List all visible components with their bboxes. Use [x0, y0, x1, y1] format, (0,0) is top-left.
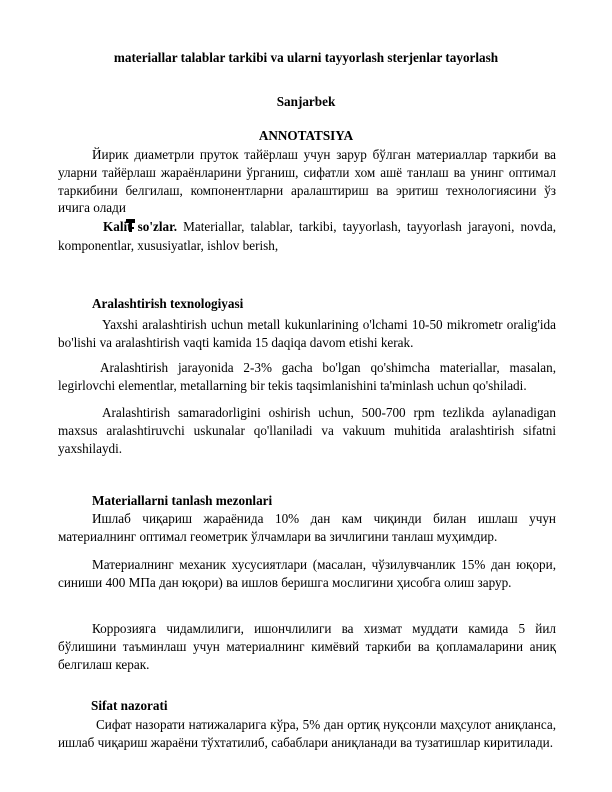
keywords-label: Kalit so'zlar. — [103, 219, 178, 234]
selection-paragraph-2: Материалнинг механик хусусиятлари (масалан, чўзилувчанлик 15% дан юқори, синиши 400 МПа дан юқори) ва ишлов беришга мослигини ҳисобга олиш зарур. — [58, 557, 556, 590]
annotation-text: Йирик диаметрли пруток тайёрлаш учун зарур бўлган материаллар таркиби ва уларни тайёрлаш жараёнларини ўрганиш, сифатли хом ашё танлаш ва унинг оптимал таркибини белгилаш, компонентларни аралаштириш ва эритиш технологиясини ўз ичига олади — [58, 147, 556, 216]
section-heading-selection: Materiallarni tanlash mezonlari — [92, 493, 273, 508]
author-name: Sanjarbek — [276, 94, 336, 109]
quality-paragraph-1: Сифат назорати натижаларига кўра, 5% дан ортиқ нуқсонли маҳсулот аниқланса, ишлаб чиқариш жараёни тўхтатилиб, сабаблари аниқланади ва тузатишлар киритилади. — [58, 717, 556, 750]
annotation-heading: ANNOTATSIYA — [258, 128, 354, 143]
mixing-paragraph-3: Aralashtirish samaradorligini oshirish uchun, 500-700 rpm tezlikda aylanadigan maxsus aralashtiruvchi uskunalar qo'llaniladi va vakuum muhitida aralashtirish sifatni yaxshilaydi. — [58, 405, 556, 456]
key-icon — [92, 219, 101, 237]
section-heading-quality: Sifat nazorati — [91, 698, 168, 713]
keywords-text: Materiallar, talablar, tarkibi, tayyorlash, tayyorlash jarayoni, novda, komponentlar, xususiyatlar, ishlov berish, — [58, 219, 556, 253]
section-heading-mixing: Aralashtirish texnologiyasi — [92, 296, 244, 311]
document-title: materiallar talablar tarkibi va ularni tayyorlash sterjenlar tayorlash — [113, 50, 499, 65]
selection-paragraph-3: Коррозияга чидамлилиги, ишончлилиги ва хизмат муддати камида 5 йил бўлишини таъминлаш учун материалнинг кимёвий таркиби ва қопламаларини аниқ белгилаш керак. — [58, 621, 556, 672]
selection-paragraph-1: Ишлаб чиқариш жараёнида 10% дан кам чиқинди билан ишлаш учун материалнинг оптимал геометрик ўлчамлари ва зичлигини танлаш муҳимдир. — [58, 511, 556, 544]
keywords-paragraph — [58, 218, 556, 255]
mixing-paragraph-1: Yaxshi aralashtirish uchun metall kukunlarining o'lchami 10-50 mikrometr oralig'ida bo'lishi va aralashtirish vaqti kamida 15 daqiqa davom etishi kerak. — [58, 317, 556, 350]
mixing-paragraph-2: Aralashtirish jarayonida 2-3% gacha bo'lgan qo'shimcha materiallar, masalan, legirlovchi elementlar, metallarning bir tekis taqsimlanishini ta'minlash uchun qo'shiladi. — [58, 360, 556, 393]
